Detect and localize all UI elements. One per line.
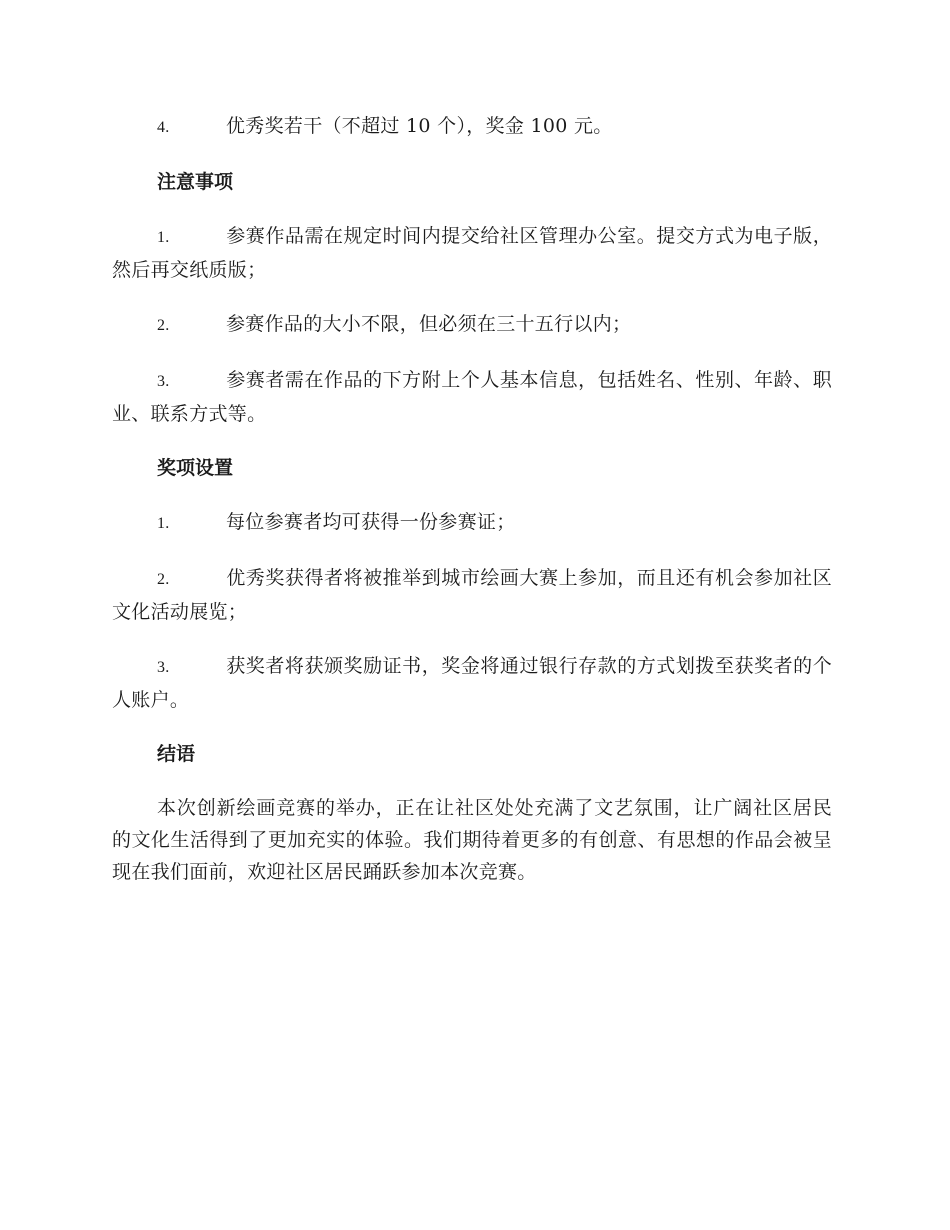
list-number: 4. xyxy=(157,119,170,136)
list-number: 1. xyxy=(157,515,170,532)
awards-item xyxy=(112,562,832,628)
notes-item xyxy=(112,220,832,286)
list-text: 每位参赛者均可获得一份参赛证； xyxy=(226,511,516,533)
section-heading-conclusion: 结语 xyxy=(157,743,196,765)
list-text: 获奖者将获颁奖励证书，奖金将通过银行存款的方式划拨至获奖者的个人账户。 xyxy=(112,655,832,711)
list-text: 优秀奖若干（不超过 10 个），奖金 100 元。 xyxy=(226,115,613,137)
list-number: 1. xyxy=(157,229,170,246)
list-text: 优秀奖获得者将被推举到城市绘画大赛上参加，而且还有机会参加社区文化活动展览； xyxy=(112,567,832,623)
notes-item xyxy=(112,364,832,430)
document-content xyxy=(112,110,832,910)
section-heading-awards: 奖项设置 xyxy=(157,457,234,479)
list-number: 3. xyxy=(157,373,170,390)
section-heading-notes: 注意事项 xyxy=(157,171,234,193)
list-text: 参赛者需在作品的下方附上个人基本信息，包括姓名、性别、年龄、职业、联系方式等。 xyxy=(112,369,832,425)
list-text: 参赛作品的大小不限，但必须在三十五行以内； xyxy=(226,313,632,335)
list-number: 2. xyxy=(157,317,170,334)
list-number: 2. xyxy=(157,571,170,588)
list-text: 参赛作品需在规定时间内提交给社区管理办公室。提交方式为电子版，然后再交纸质版； xyxy=(112,225,832,281)
awards-item xyxy=(112,650,832,716)
notes-item xyxy=(112,308,832,342)
conclusion-paragraph: 本次创新绘画竞赛的举办，正在让社区处处充满了文艺氛围，让广阔社区居民的文化生活得到了更加充实的体验。我们期待着更多的有创意、有思想的作品会被呈现在我们面前，欢迎社区居民踊跃参加本次竞赛。 xyxy=(112,797,832,883)
prize-item-4 xyxy=(112,110,832,144)
awards-item xyxy=(112,506,832,540)
list-number: 3. xyxy=(157,659,170,676)
